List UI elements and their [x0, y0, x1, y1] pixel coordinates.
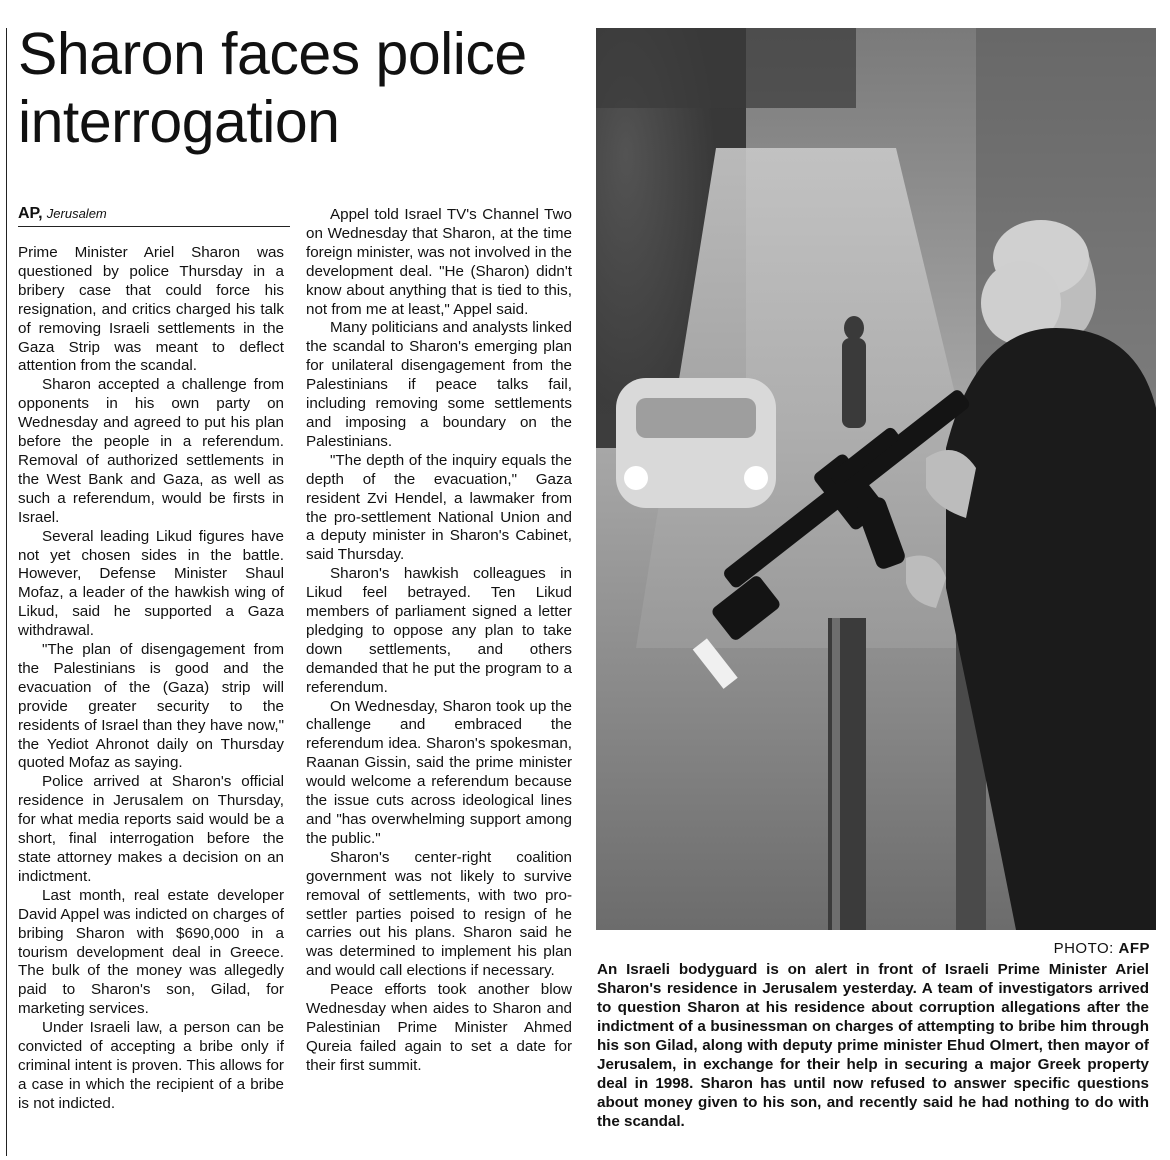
paragraph: Several leading Likud figures have not yet chosen sides in the battle. However, Defense Minister Shaul Mofaz, a leader of the hawkish wing of Likud, said he supported a Gaza withdrawal.: [18, 527, 284, 640]
paragraph: Many politicians and analysts linked the scandal to Sharon's emerging plan for unilateral disengagement from the Palestinians if peace talks fail, including removing some settlements and imposing a boundary on the Palestinians.: [306, 319, 572, 450]
byline-agency: AP,: [18, 205, 43, 222]
paragraph: "The depth of the inquiry equals the depth of the evacuation," Gaza resident Zvi Hendel, a lawmaker from the pro-settlement National Union and a deputy minister in Sharon's Cabinet, said Thursday.: [306, 451, 572, 564]
paragraph: Sharon accepted a challenge from opponents in his own party on Wednesday and agreed to put his plan before the people in a referendum. Removal of authorized settlements in the West Bank and Gaza, as well as such a referendum, would be firsts in Israel.: [18, 376, 284, 526]
headline: Sharon faces police interrogation: [18, 21, 527, 155]
paragraph: Police arrived at Sharon's official residence in Jerusalem on Thursday, for what media reports said would be a short, final interrogation before the state attorney makes a decision on an indictment.: [18, 773, 284, 885]
paragraph: Last month, real estate developer David Appel was indicted on charges of bribing Sharon with $690,000 in a tourism development deal in Greece. The bulk of the money was allegedly paid to Sharon's son, Gilad, for marketing services.: [18, 886, 284, 1018]
paragraph: Prime Minister Ariel Sharon was questioned by police Thursday in a bribery case that could force his resignation, and critics charged his talk of removing Israeli settlements in the Gaza Strip was meant to deflect attention from the scandal.: [18, 244, 284, 375]
photo-credit-label: PHOTO:: [1053, 940, 1114, 957]
article-column-2: [306, 206, 572, 1076]
paragraph: Sharon's hawkish colleagues in Likud feel betrayed. Ten Likud members of parliament signed a letter pledging to oppose any plan to take down settlements, and others demanded that he put the program to a referendum.: [306, 565, 572, 696]
paragraph: Under Israeli law, a person can be convicted of accepting a bribe only if criminal intent is proven. This allows for a case in which the recipient of a bribe is not indicted.: [18, 1019, 284, 1112]
paragraph: Appel told Israel TV's Channel Two on Wednesday that Sharon, at the time foreign minister, was not involved in the development deal. "He (Sharon) didn't know about anything that is tied to this, not from me at least," Appel said.: [306, 206, 572, 318]
paragraph: Sharon's center-right coalition government was not likely to survive removal of settlements, with two pro-settler parties poised to resign of he carries out his plans. Sharon said he was determined to implement his plan and would call elections if necessary.: [306, 848, 572, 980]
page-border: [6, 28, 7, 1156]
article-column-1: [18, 244, 284, 1114]
photo-illustration: [596, 28, 1156, 930]
paragraph: Peace efforts took another blow Wednesday when aides to Sharon and Palestinian Prime Minister Ahmed Qureia failed again to set a date for their first summit.: [306, 981, 572, 1074]
paragraph: On Wednesday, Sharon took up the challenge and embraced the referendum idea. Sharon's spokesman, Raanan Gissin, said the prime minister would welcome a referendum because the issue cuts across ideological lines and "has overwhelming support among the public.": [306, 697, 572, 847]
photo-credit-source: AFP: [1118, 940, 1150, 957]
photo-credit: [1054, 940, 1150, 957]
byline-place: Jerusalem: [46, 206, 107, 221]
paragraph: "The plan of disengagement from the Palestinians is good and the evacuation of the (Gaza) strip will provide greater security to the residents of Israel than they have now," the Yediot Ahronot daily on Thursday quoted Mofaz as saying.: [18, 641, 284, 772]
news-photo: [596, 28, 1156, 930]
photo-caption: An Israeli bodyguard is on alert in front of Israeli Prime Minister Ariel Sharon's residence in Jerusalem yesterday. A team of investigators arrived to question Sharon at his residence about corruption allegations after the indictment of a businessman on charges of attempting to bribe him through his son Gilad, along with deputy prime minister Ehud Olmert, then mayor of Jerusalem, in exchange for their help in securing a major Greek property deal in 1998. Sharon has until now refused to answer specific questions about money given to his son, and recently said he had nothing to do with the scandal.: [597, 961, 1149, 1130]
byline: [18, 205, 290, 227]
